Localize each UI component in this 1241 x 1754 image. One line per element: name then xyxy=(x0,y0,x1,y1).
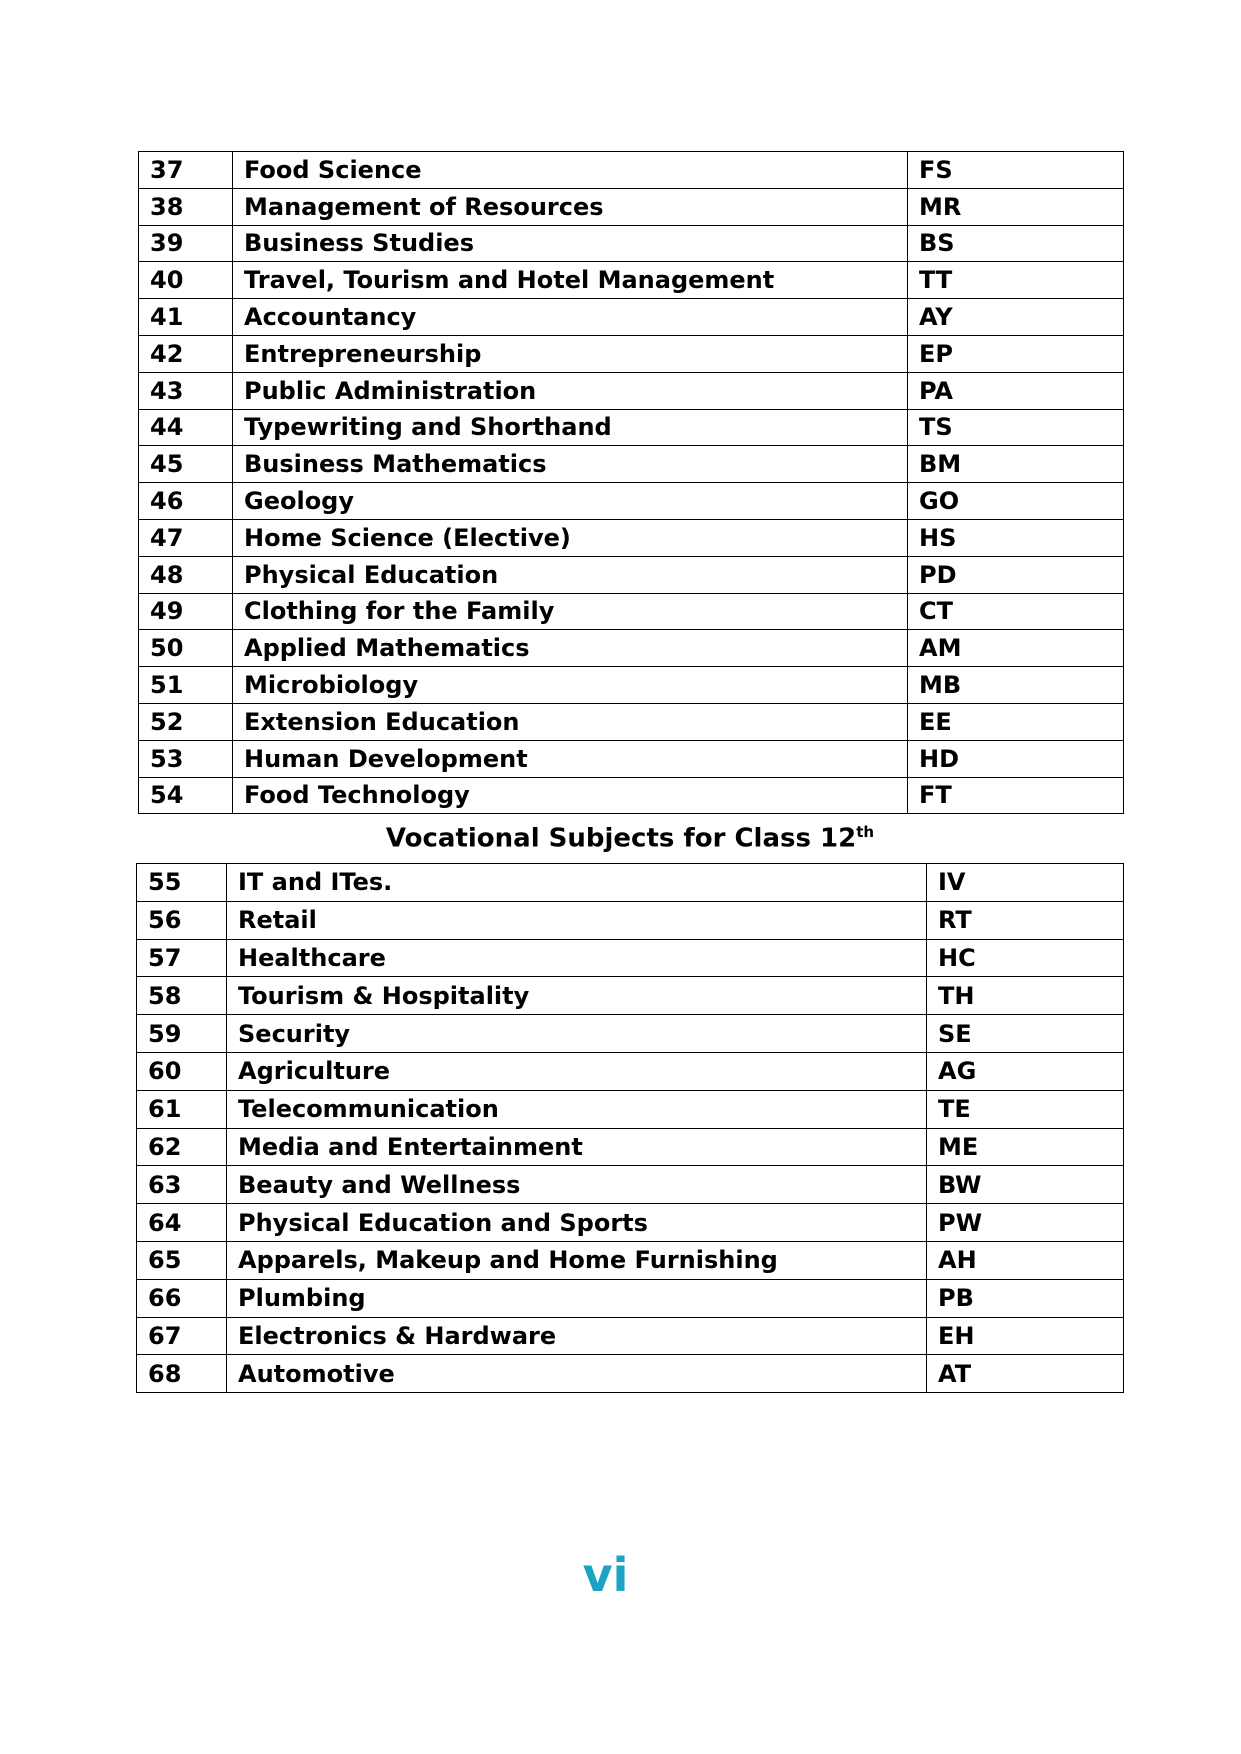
table-row xyxy=(139,667,1124,704)
subject-code-cell: PA xyxy=(908,372,1124,409)
table-row xyxy=(137,1204,1124,1242)
subject-code-cell: TH xyxy=(927,977,1124,1015)
serial-number-cell: 61 xyxy=(137,1090,227,1128)
serial-number-cell: 38 xyxy=(139,188,233,225)
subject-code-cell: EE xyxy=(908,703,1124,740)
serial-number-cell: 48 xyxy=(139,556,233,593)
table-row xyxy=(139,409,1124,446)
subject-name-cell: Automotive xyxy=(227,1355,927,1393)
subject-name-cell: IT and ITes. xyxy=(227,864,927,902)
subject-name-cell: Applied Mathematics xyxy=(233,630,908,667)
subject-code-cell: AG xyxy=(927,1052,1124,1090)
table-row xyxy=(137,1279,1124,1317)
serial-number-cell: 46 xyxy=(139,483,233,520)
subject-code-cell: FT xyxy=(908,777,1124,814)
subject-name-cell: Beauty and Wellness xyxy=(227,1166,927,1204)
serial-number-cell: 39 xyxy=(139,225,233,262)
page-number: vi xyxy=(582,1548,629,1602)
subject-code-cell: PB xyxy=(927,1279,1124,1317)
table-row xyxy=(139,299,1124,336)
subject-code-cell: SE xyxy=(927,1015,1124,1053)
subject-code-table xyxy=(138,151,1124,814)
table-row xyxy=(139,372,1124,409)
subject-code-cell: GO xyxy=(908,483,1124,520)
subject-code-cell: TE xyxy=(927,1090,1124,1128)
table-row xyxy=(137,1128,1124,1166)
table-row xyxy=(137,939,1124,977)
subject-name-cell: Public Administration xyxy=(233,372,908,409)
table-row xyxy=(139,593,1124,630)
serial-number-cell: 52 xyxy=(139,703,233,740)
subject-code-cell: ME xyxy=(927,1128,1124,1166)
subject-name-cell: Food Technology xyxy=(233,777,908,814)
serial-number-cell: 65 xyxy=(137,1241,227,1279)
table-row xyxy=(139,335,1124,372)
subject-name-cell: Travel, Tourism and Hotel Management xyxy=(233,262,908,299)
subject-name-cell: Extension Education xyxy=(233,703,908,740)
serial-number-cell: 66 xyxy=(137,1279,227,1317)
subject-name-cell: Tourism & Hospitality xyxy=(227,977,927,1015)
table-row xyxy=(139,519,1124,556)
subject-code-cell: AY xyxy=(908,299,1124,336)
subject-name-cell: Food Science xyxy=(233,152,908,189)
subject-code-cell: EP xyxy=(908,335,1124,372)
serial-number-cell: 44 xyxy=(139,409,233,446)
serial-number-cell: 45 xyxy=(139,446,233,483)
vocational-subjects-heading xyxy=(138,823,1122,854)
serial-number-cell: 43 xyxy=(139,372,233,409)
serial-number-cell: 62 xyxy=(137,1128,227,1166)
subject-code-cell: AT xyxy=(927,1355,1124,1393)
subject-name-cell: Apparels, Makeup and Home Furnishing xyxy=(227,1241,927,1279)
table-row xyxy=(137,1052,1124,1090)
subject-name-cell: Agriculture xyxy=(227,1052,927,1090)
heading-superscript: th xyxy=(856,823,875,841)
table-row xyxy=(137,1166,1124,1204)
table-row xyxy=(137,1241,1124,1279)
subject-code-cell: MR xyxy=(908,188,1124,225)
subject-name-cell: Plumbing xyxy=(227,1279,927,1317)
serial-number-cell: 50 xyxy=(139,630,233,667)
subject-code-cell: HC xyxy=(927,939,1124,977)
serial-number-cell: 53 xyxy=(139,740,233,777)
table-row xyxy=(137,1015,1124,1053)
subject-name-cell: Home Science (Elective) xyxy=(233,519,908,556)
serial-number-cell: 42 xyxy=(139,335,233,372)
serial-number-cell: 54 xyxy=(139,777,233,814)
subject-code-cell: CT xyxy=(908,593,1124,630)
subject-code-cell: AM xyxy=(908,630,1124,667)
table-row xyxy=(139,703,1124,740)
subject-code-cell: BS xyxy=(908,225,1124,262)
subject-name-cell: Media and Entertainment xyxy=(227,1128,927,1166)
subject-code-cell: TS xyxy=(908,409,1124,446)
serial-number-cell: 60 xyxy=(137,1052,227,1090)
subject-code-cell: RT xyxy=(927,901,1124,939)
table-row xyxy=(137,864,1124,902)
subject-code-cell: TT xyxy=(908,262,1124,299)
heading-text: Vocational Subjects for Class 12 xyxy=(385,823,857,854)
subject-code-cell: EH xyxy=(927,1317,1124,1355)
vocational-subject-code-table-body xyxy=(137,864,1124,1393)
serial-number-cell: 56 xyxy=(137,901,227,939)
serial-number-cell: 49 xyxy=(139,593,233,630)
subject-name-cell: Microbiology xyxy=(233,667,908,704)
subject-code-cell: HS xyxy=(908,519,1124,556)
table-row xyxy=(139,152,1124,189)
subject-code-cell: IV xyxy=(927,864,1124,902)
subject-code-cell: PW xyxy=(927,1204,1124,1242)
table-row xyxy=(139,446,1124,483)
table-row xyxy=(139,225,1124,262)
table-row xyxy=(137,1355,1124,1393)
table-row xyxy=(137,1090,1124,1128)
subject-name-cell: Human Development xyxy=(233,740,908,777)
serial-number-cell: 63 xyxy=(137,1166,227,1204)
table-row xyxy=(137,1317,1124,1355)
serial-number-cell: 41 xyxy=(139,299,233,336)
serial-number-cell: 47 xyxy=(139,519,233,556)
table-row xyxy=(139,262,1124,299)
subject-code-cell: AH xyxy=(927,1241,1124,1279)
serial-number-cell: 67 xyxy=(137,1317,227,1355)
table-row xyxy=(139,188,1124,225)
subject-name-cell: Retail xyxy=(227,901,927,939)
serial-number-cell: 64 xyxy=(137,1204,227,1242)
vocational-subject-code-table xyxy=(136,863,1124,1393)
serial-number-cell: 57 xyxy=(137,939,227,977)
subject-code-cell: MB xyxy=(908,667,1124,704)
subject-name-cell: Business Mathematics xyxy=(233,446,908,483)
serial-number-cell: 58 xyxy=(137,977,227,1015)
table-row xyxy=(137,977,1124,1015)
subject-name-cell: Business Studies xyxy=(233,225,908,262)
table-row xyxy=(139,740,1124,777)
subject-code-cell: FS xyxy=(908,152,1124,189)
serial-number-cell: 40 xyxy=(139,262,233,299)
table-row xyxy=(139,483,1124,520)
table-row xyxy=(139,630,1124,667)
serial-number-cell: 51 xyxy=(139,667,233,704)
subject-code-cell: BM xyxy=(908,446,1124,483)
subject-name-cell: Physical Education and Sports xyxy=(227,1204,927,1242)
subject-name-cell: Accountancy xyxy=(233,299,908,336)
table-row xyxy=(139,556,1124,593)
subject-name-cell: Telecommunication xyxy=(227,1090,927,1128)
subject-code-cell: HD xyxy=(908,740,1124,777)
subject-name-cell: Entrepreneurship xyxy=(233,335,908,372)
serial-number-cell: 55 xyxy=(137,864,227,902)
serial-number-cell: 68 xyxy=(137,1355,227,1393)
subject-name-cell: Management of Resources xyxy=(233,188,908,225)
subject-code-table-body xyxy=(139,152,1124,814)
subject-name-cell: Clothing for the Family xyxy=(233,593,908,630)
subject-name-cell: Physical Education xyxy=(233,556,908,593)
subject-name-cell: Healthcare xyxy=(227,939,927,977)
subject-name-cell: Electronics & Hardware xyxy=(227,1317,927,1355)
serial-number-cell: 59 xyxy=(137,1015,227,1053)
table-row xyxy=(139,777,1124,814)
subject-name-cell: Security xyxy=(227,1015,927,1053)
subject-code-cell: BW xyxy=(927,1166,1124,1204)
subject-code-cell: PD xyxy=(908,556,1124,593)
serial-number-cell: 37 xyxy=(139,152,233,189)
subject-name-cell: Typewriting and Shorthand xyxy=(233,409,908,446)
subject-name-cell: Geology xyxy=(233,483,908,520)
table-row xyxy=(137,901,1124,939)
